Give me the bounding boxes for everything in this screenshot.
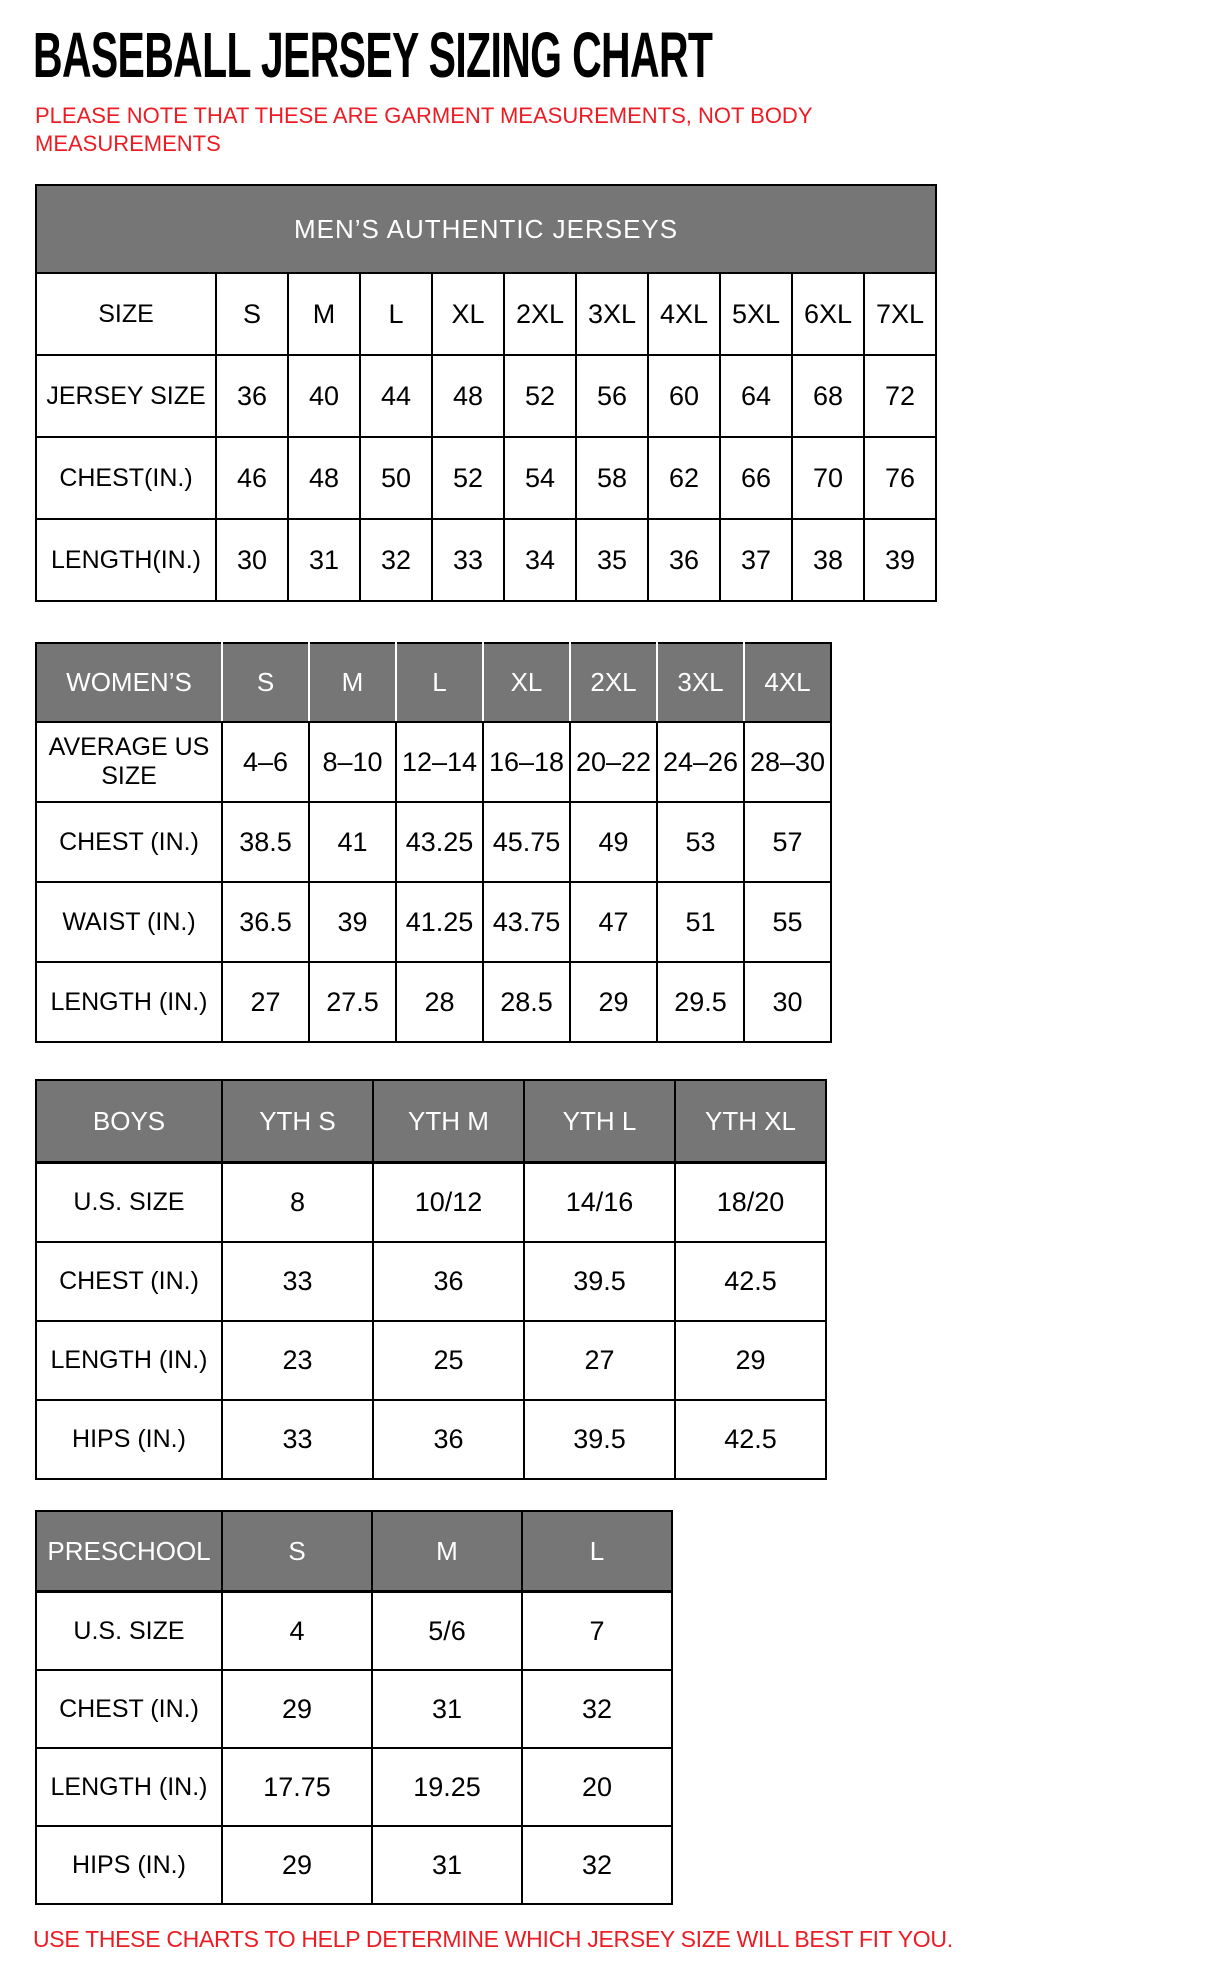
value-cell: 10/12: [373, 1163, 524, 1243]
value-cell: 53: [657, 802, 744, 882]
value-cell: 31: [372, 1670, 522, 1748]
value-cell: 23: [222, 1321, 373, 1400]
value-cell: 72: [864, 355, 936, 437]
value-cell: 58: [576, 437, 648, 519]
row-label-cell: CHEST(IN.): [36, 437, 216, 519]
value-cell: 36: [648, 519, 720, 601]
column-header-cell: S: [222, 643, 309, 722]
value-cell: S: [216, 273, 288, 355]
value-cell: 29: [222, 1826, 372, 1904]
preschool-header-label-cell: PRESCHOOL: [36, 1511, 222, 1592]
boys-header: [36, 1080, 826, 1163]
value-cell: 43.75: [483, 882, 570, 962]
mens-header-row: [36, 185, 936, 273]
table-row: [36, 1592, 672, 1671]
value-cell: 29: [570, 962, 657, 1042]
table-row: [36, 722, 831, 802]
value-cell: 4: [222, 1592, 372, 1671]
column-header-cell: YTH S: [222, 1080, 373, 1163]
womens-header-label-cell: WOMEN’S: [36, 643, 222, 722]
value-cell: 17.75: [222, 1748, 372, 1826]
row-label-cell: JERSEY SIZE: [36, 355, 216, 437]
value-cell: 56: [576, 355, 648, 437]
row-label-cell: LENGTH (IN.): [36, 1748, 222, 1826]
value-cell: 28.5: [483, 962, 570, 1042]
boys-header-row: [36, 1080, 826, 1163]
value-cell: 50: [360, 437, 432, 519]
value-cell: 7XL: [864, 273, 936, 355]
value-cell: 57: [744, 802, 831, 882]
value-cell: 38: [792, 519, 864, 601]
value-cell: 5/6: [372, 1592, 522, 1671]
row-label-cell: WAIST (IN.): [36, 882, 222, 962]
row-label-cell: CHEST (IN.): [36, 802, 222, 882]
table-row: [36, 355, 936, 437]
row-label-cell: LENGTH (IN.): [36, 1321, 222, 1400]
column-header-cell: S: [222, 1511, 372, 1592]
value-cell: 25: [373, 1321, 524, 1400]
value-cell: 36.5: [222, 882, 309, 962]
value-cell: 35: [576, 519, 648, 601]
value-cell: 34: [504, 519, 576, 601]
value-cell: 76: [864, 437, 936, 519]
value-cell: 4XL: [648, 273, 720, 355]
value-cell: 48: [288, 437, 360, 519]
column-header-cell: 4XL: [744, 643, 831, 722]
womens-body: [36, 722, 831, 1042]
value-cell: 32: [522, 1826, 672, 1904]
value-cell: 32: [360, 519, 432, 601]
value-cell: 48: [432, 355, 504, 437]
value-cell: 51: [657, 882, 744, 962]
garment-measurements-note: PLEASE NOTE THAT THESE ARE GARMENT MEASUREMENTS, NOT BODY MEASUREMENTS: [35, 103, 813, 156]
column-header-cell: YTH L: [524, 1080, 675, 1163]
row-label-cell: LENGTH (IN.): [36, 962, 222, 1042]
value-cell: 41.25: [396, 882, 483, 962]
row-label-cell: SIZE: [36, 273, 216, 355]
value-cell: 28–30: [744, 722, 831, 802]
value-cell: 36: [373, 1242, 524, 1321]
value-cell: 31: [288, 519, 360, 601]
preschool-sizing-table: [35, 1510, 673, 1905]
value-cell: 64: [720, 355, 792, 437]
womens-header: [36, 643, 831, 722]
value-cell: 47: [570, 882, 657, 962]
value-cell: 39.5: [524, 1400, 675, 1479]
value-cell: 66: [720, 437, 792, 519]
value-cell: XL: [432, 273, 504, 355]
column-header-cell: XL: [483, 643, 570, 722]
value-cell: 18/20: [675, 1163, 826, 1243]
value-cell: 42.5: [675, 1242, 826, 1321]
column-header-cell: L: [396, 643, 483, 722]
table-row: [36, 882, 831, 962]
value-cell: 46: [216, 437, 288, 519]
value-cell: 41: [309, 802, 396, 882]
column-header-cell: 3XL: [657, 643, 744, 722]
value-cell: 20: [522, 1748, 672, 1826]
mens-authentic-jerseys-table: [35, 184, 937, 602]
value-cell: 20–22: [570, 722, 657, 802]
value-cell: 12–14: [396, 722, 483, 802]
value-cell: 40: [288, 355, 360, 437]
table-row: [36, 273, 936, 355]
value-cell: 39: [309, 882, 396, 962]
value-cell: 39.5: [524, 1242, 675, 1321]
table-row: [36, 1321, 826, 1400]
table-row: [36, 1242, 826, 1321]
value-cell: 52: [504, 355, 576, 437]
value-cell: 32: [522, 1670, 672, 1748]
value-cell: 49: [570, 802, 657, 882]
value-cell: 8: [222, 1163, 373, 1243]
row-label-cell: U.S. SIZE: [36, 1592, 222, 1671]
row-label-cell: CHEST (IN.): [36, 1670, 222, 1748]
value-cell: 2XL: [504, 273, 576, 355]
value-cell: 27.5: [309, 962, 396, 1042]
value-cell: 27: [524, 1321, 675, 1400]
table-row: [36, 437, 936, 519]
table-row: [36, 519, 936, 601]
table-row: [36, 1163, 826, 1243]
value-cell: 62: [648, 437, 720, 519]
value-cell: L: [360, 273, 432, 355]
value-cell: 33: [222, 1242, 373, 1321]
value-cell: 5XL: [720, 273, 792, 355]
fit-advice-footer: USE THESE CHARTS TO HELP DETERMINE WHICH JERSEY SIZE WILL BEST FIT YOU.: [33, 1926, 953, 1952]
row-label-cell: LENGTH(IN.): [36, 519, 216, 601]
value-cell: 29.5: [657, 962, 744, 1042]
value-cell: 55: [744, 882, 831, 962]
boys-header-label-cell: BOYS: [36, 1080, 222, 1163]
value-cell: 31: [372, 1826, 522, 1904]
boys-body: [36, 1163, 826, 1480]
mens-body: [36, 273, 936, 601]
value-cell: 29: [675, 1321, 826, 1400]
column-header-cell: M: [372, 1511, 522, 1592]
column-header-cell: M: [309, 643, 396, 722]
value-cell: M: [288, 273, 360, 355]
table-row: [36, 802, 831, 882]
value-cell: 24–26: [657, 722, 744, 802]
value-cell: 30: [216, 519, 288, 601]
table-row: [36, 1400, 826, 1479]
value-cell: 28: [396, 962, 483, 1042]
preschool-header: [36, 1511, 672, 1592]
value-cell: 38.5: [222, 802, 309, 882]
value-cell: 6XL: [792, 273, 864, 355]
value-cell: 54: [504, 437, 576, 519]
value-cell: 60: [648, 355, 720, 437]
mens-header: [36, 185, 936, 273]
value-cell: 36: [216, 355, 288, 437]
column-header-cell: YTH XL: [675, 1080, 826, 1163]
row-label-cell: HIPS (IN.): [36, 1826, 222, 1904]
table-row: [36, 1748, 672, 1826]
boys-sizing-table: [35, 1079, 827, 1480]
value-cell: 36: [373, 1400, 524, 1479]
row-label-cell: U.S. SIZE: [36, 1163, 222, 1243]
value-cell: 45.75: [483, 802, 570, 882]
preschool-header-row: [36, 1511, 672, 1592]
row-label-cell: AVERAGE US SIZE: [36, 722, 222, 802]
value-cell: 33: [432, 519, 504, 601]
womens-header-row: [36, 643, 831, 722]
value-cell: 3XL: [576, 273, 648, 355]
value-cell: 44: [360, 355, 432, 437]
value-cell: 30: [744, 962, 831, 1042]
mens-merged-header-cell: MEN’S AUTHENTIC JERSEYS: [36, 185, 936, 273]
column-header-cell: 2XL: [570, 643, 657, 722]
value-cell: 39: [864, 519, 936, 601]
column-header-cell: L: [522, 1511, 672, 1592]
row-label-cell: CHEST (IN.): [36, 1242, 222, 1321]
value-cell: 7: [522, 1592, 672, 1671]
row-label-cell: HIPS (IN.): [36, 1400, 222, 1479]
value-cell: 8–10: [309, 722, 396, 802]
value-cell: 43.25: [396, 802, 483, 882]
value-cell: 37: [720, 519, 792, 601]
value-cell: 68: [792, 355, 864, 437]
value-cell: 4–6: [222, 722, 309, 802]
value-cell: 33: [222, 1400, 373, 1479]
value-cell: 16–18: [483, 722, 570, 802]
value-cell: 29: [222, 1670, 372, 1748]
value-cell: 42.5: [675, 1400, 826, 1479]
preschool-body: [36, 1592, 672, 1905]
table-row: [36, 1826, 672, 1904]
value-cell: 14/16: [524, 1163, 675, 1243]
page-title: BASEBALL JERSEY SIZING CHART: [33, 19, 713, 91]
column-header-cell: YTH M: [373, 1080, 524, 1163]
value-cell: 19.25: [372, 1748, 522, 1826]
table-row: [36, 1670, 672, 1748]
womens-sizing-table: [35, 642, 832, 1043]
table-row: [36, 962, 831, 1042]
value-cell: 52: [432, 437, 504, 519]
value-cell: 70: [792, 437, 864, 519]
value-cell: 27: [222, 962, 309, 1042]
